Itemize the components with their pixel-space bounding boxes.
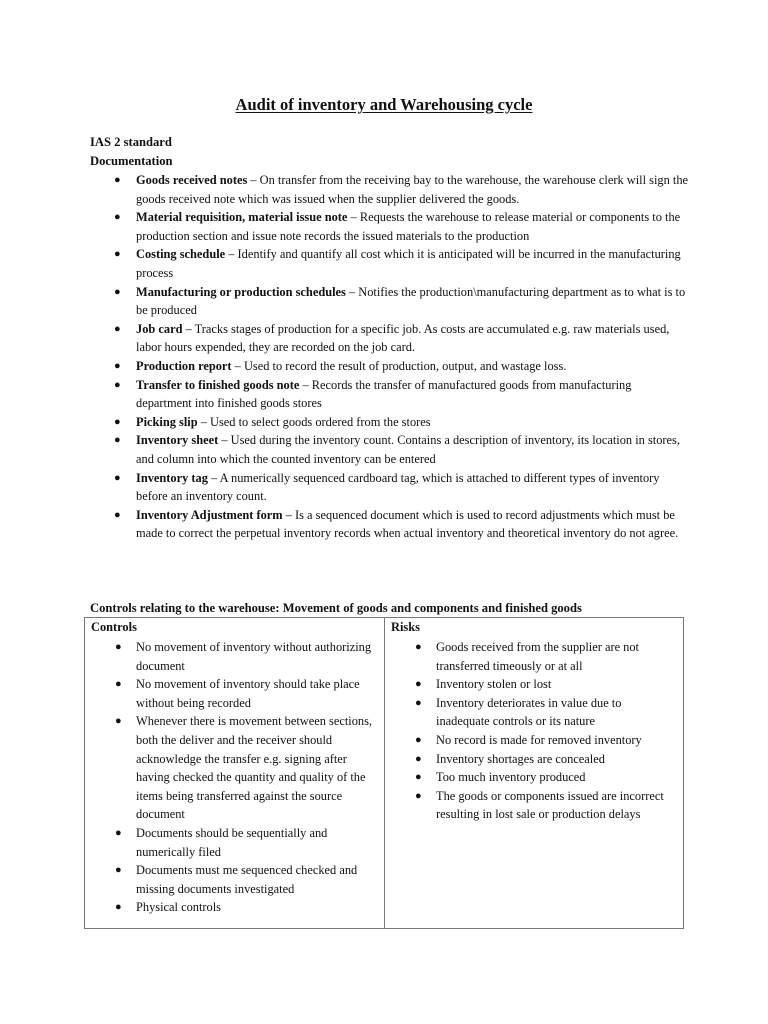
control-text: Documents must me sequenced checked and missing documents investigated <box>136 863 358 896</box>
item-separator: – <box>282 507 296 522</box>
bullet-icon: ● <box>114 359 121 372</box>
controls-list <box>107 638 377 917</box>
bullet-icon: ● <box>114 285 121 298</box>
list-item <box>90 171 690 208</box>
list-item <box>90 469 690 506</box>
bullet-icon: ● <box>115 678 122 691</box>
bullet-icon: ● <box>114 248 121 261</box>
bullet-icon: ● <box>114 322 121 335</box>
bullet-icon: ● <box>415 752 422 765</box>
item-text: Used during the inventory count. Contains a description of inventory, its location in stores, and column into which the counted inventory can be entered <box>136 433 680 466</box>
risk-text: Goods received from the supplier are not transferred timeously or at all <box>436 640 639 673</box>
item-term: Manufacturing or production schedules <box>136 284 346 299</box>
bullet-icon: ● <box>115 864 122 877</box>
risk-text: Inventory deteriorates in value due to inadequate controls or its nature <box>436 695 622 729</box>
documentation-heading: Documentation <box>90 154 173 168</box>
document-title: Audit of inventory and Warehousing cycle <box>235 95 533 114</box>
item-separator: – <box>231 358 244 373</box>
item-separator: – <box>345 284 359 299</box>
risk-text: Inventory stolen or lost <box>436 677 552 692</box>
bullet-icon: ● <box>114 415 121 428</box>
list-item <box>90 506 690 543</box>
bullet-icon: ● <box>115 901 122 914</box>
list-item <box>407 731 677 750</box>
list-item <box>90 320 690 357</box>
item-separator: – <box>218 433 231 448</box>
list-item <box>407 750 677 769</box>
risks-list <box>407 638 677 824</box>
item-text: On transfer from the receiving bay to the warehouse, the warehouse clerk will sign the goods received note which was issued when the supplier delivered the goods. <box>136 173 689 206</box>
item-separator: – <box>347 210 360 225</box>
item-text: Identify and quantify all cost which it is anticipated will be incurred in the manufacturing process <box>136 247 681 280</box>
item-separator: – <box>182 321 195 336</box>
bullet-icon: ● <box>415 678 422 691</box>
item-term: Costing schedule <box>136 247 226 262</box>
list-item <box>107 824 377 861</box>
control-text: No movement of inventory should take place without being recorded <box>136 677 360 710</box>
list-item <box>90 376 690 413</box>
bullet-icon: ● <box>115 715 122 728</box>
list-item <box>90 357 690 376</box>
bullet-icon: ● <box>415 696 422 709</box>
list-item <box>90 208 690 245</box>
risk-text: Inventory shortages are concealed <box>436 751 605 766</box>
item-text: A numerically sequenced cardboard tag, which is attached to different types of inventory before an inventory count. <box>136 470 660 504</box>
bullet-icon: ● <box>114 471 121 484</box>
bullet-icon: ● <box>415 641 422 653</box>
item-term: Inventory Adjustment form <box>136 507 283 522</box>
documentation-list <box>90 171 690 543</box>
item-term: Picking slip <box>136 414 198 429</box>
item-term: Material requisition, material issue note <box>136 210 348 225</box>
list-item <box>90 413 690 432</box>
controls-risks-table <box>84 617 684 929</box>
item-separator: – <box>197 414 211 429</box>
control-text: Physical controls <box>136 900 222 915</box>
list-item <box>107 638 377 675</box>
list-item <box>107 861 377 898</box>
item-text: Used to record the result of production, output, and wastage loss. <box>243 358 567 373</box>
bullet-icon: ● <box>114 174 121 186</box>
controls-section-heading: Controls relating to the warehouse: Movement of goods and components and finished goods <box>90 601 582 615</box>
list-item <box>107 712 377 824</box>
item-separator: – <box>247 173 260 187</box>
item-term: Goods received notes <box>136 173 248 187</box>
item-term: Transfer to finished goods note <box>136 377 300 392</box>
item-term: Job card <box>136 321 183 336</box>
bullet-icon: ● <box>415 789 422 802</box>
bullet-icon: ● <box>115 641 122 653</box>
risks-column-header: Risks <box>391 620 420 634</box>
standard-heading: IAS 2 standard <box>90 135 172 149</box>
list-item <box>107 898 377 917</box>
risk-text: The goods or components issued are incorrect resulting in lost sale or production delays <box>436 788 664 822</box>
risk-text: No record is made for removed inventory <box>436 732 642 747</box>
bullet-icon: ● <box>415 733 422 746</box>
item-separator: – <box>225 247 238 262</box>
control-text: Documents should be sequentially and numerically filed <box>136 825 328 859</box>
list-item <box>407 787 677 824</box>
list-item <box>107 675 377 712</box>
item-text: Requests the warehouse to release material or components to the production section and issue note records the issued materials to the production <box>136 210 681 243</box>
list-item <box>407 768 677 787</box>
list-item <box>407 638 677 675</box>
risk-text: Too much inventory produced <box>436 770 586 785</box>
item-text: Records the transfer of manufactured goods from manufacturing department into finished goods stores <box>136 377 632 411</box>
control-text: No movement of inventory without authorizing document <box>136 640 372 673</box>
controls-column-header: Controls <box>91 620 137 634</box>
list-item <box>407 694 677 731</box>
item-term: Production report <box>136 358 232 373</box>
list-item <box>90 431 690 468</box>
bullet-icon: ● <box>114 378 121 391</box>
bullet-icon: ● <box>115 826 122 839</box>
list-item <box>90 245 690 282</box>
item-separator: – <box>207 470 220 485</box>
list-item <box>407 675 677 694</box>
item-text: Is a sequenced document which is used to record adjustments which must be made to correct the perpetual inventory records when actual inventory and theoretical inventory do not agree. <box>136 507 679 541</box>
item-text: Notifies the production\manufacturing department as to what is to be produced <box>136 284 686 318</box>
list-item <box>90 283 690 320</box>
item-term: Inventory tag <box>136 470 208 485</box>
bullet-icon: ● <box>415 771 422 784</box>
control-text: Whenever there is movement between sections, both the deliver and the receiver should acknowledge the transfer e.g. signing after having checked the quantity and quality of the items being transferred against the source document <box>136 714 373 822</box>
item-text: Tracks stages of production for a specific job. As costs are accumulated e.g. raw materials used, labor hours expended, they are recorded on the job card. <box>136 321 670 355</box>
table-column-divider <box>384 618 385 928</box>
bullet-icon: ● <box>114 434 121 447</box>
item-separator: – <box>299 377 312 392</box>
item-text: Used to select goods ordered from the stores <box>210 414 431 429</box>
item-term: Inventory sheet <box>136 433 219 448</box>
bullet-icon: ● <box>114 508 121 521</box>
bullet-icon: ● <box>114 211 121 224</box>
